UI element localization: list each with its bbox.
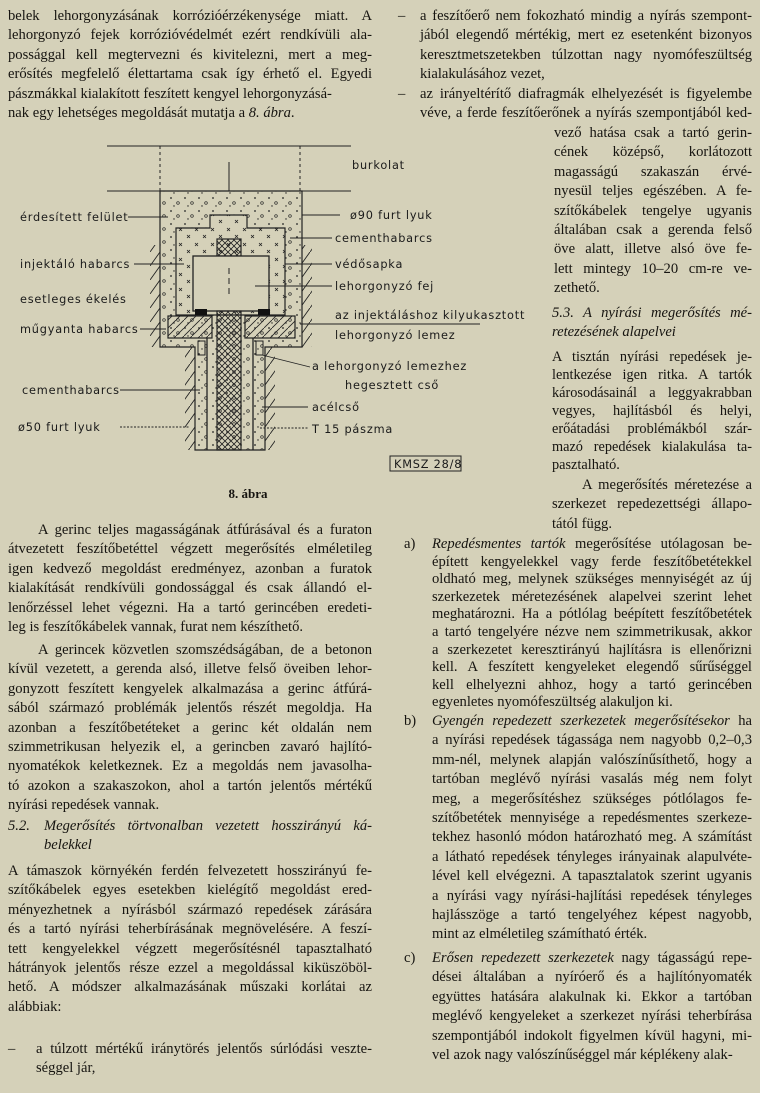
- wedge-right: [258, 309, 270, 315]
- text-line: nyesül teljes egészében. A fe-: [554, 183, 752, 200]
- text-line: lentkezése igen ritka. A tartók: [552, 367, 752, 383]
- text-line: meglévő kengyeleket a szerkezet nyírási teherbírása: [432, 1008, 752, 1025]
- text-line: tett kengyelekkel végzett megerősítésnél tapasztalható: [8, 940, 372, 957]
- text-line: Megerősítés törtvonalban vezetett hosszirányú ká-: [44, 818, 372, 834]
- text-line: a szerkezetet keresztirányú hajlításra is ellenőrizni: [432, 641, 752, 658]
- text-line: szerkezetek méretezésének alapelvei szerint lehet: [432, 588, 752, 605]
- text-line: tó azokon a szakaszokon, ahol a tartón jelentős mértékű: [8, 777, 372, 794]
- label-cementhabarcs-top: cementhabarcs: [335, 232, 433, 245]
- t15-strand: [217, 311, 241, 450]
- intro-paragraph: [8, 7, 372, 123]
- text-line: vező hatása csak a tartó gerin-: [554, 125, 752, 141]
- list-label: c): [404, 950, 416, 966]
- bullet-item-diaphragms: [398, 85, 752, 124]
- label-acelcso: acélcső: [312, 401, 360, 414]
- text-line: cének középső, korlátozott: [554, 144, 752, 161]
- text-line: [432, 949, 752, 968]
- label-lemezhez: a lehorgonyzó lemezhez: [312, 360, 468, 373]
- text-line: szimmetrikusan helyezik el, a gerincben zavaró hajlító-: [8, 738, 372, 755]
- text-line: nyírási repedések vannak.: [8, 797, 160, 814]
- list-item-lead: Gyengén repedezett szerkezetek megerősítésekor: [432, 713, 730, 729]
- text-line: A tisztán nyírási repedések je-: [552, 349, 752, 365]
- wedge-left: [195, 309, 207, 315]
- bullet-item-friction: [8, 1040, 372, 1079]
- text-line: mazó repedések kialakulása ta-: [552, 439, 752, 455]
- text-line: erősítés megfelelő élettartama csak így érhető el. Egyedi: [8, 66, 372, 83]
- text-line: [432, 712, 752, 731]
- text-line: meghatározni. Ha a pótlólag beépített feszítőbetétek: [432, 606, 752, 623]
- label-burkolat: burkolat: [352, 159, 405, 172]
- text-line: károsodásainál a leggyakrabban: [552, 385, 752, 401]
- list-item-b: [404, 712, 752, 945]
- text-line: A megerősítés méretezése a: [582, 477, 752, 493]
- text-line: lével kell elvégezni. A tapasztalatok szerint ugyanis: [432, 868, 752, 885]
- label-mugyanta-habarcs: műgyanta habarcs: [20, 323, 139, 336]
- label-vedosapka: védősapka: [335, 258, 404, 271]
- figure-8-anchorage-diagram: [0, 120, 526, 490]
- anchor-plate-right: [245, 316, 295, 338]
- label-cementhabarcs-bottom: cementhabarcs: [22, 384, 120, 397]
- paragraph-external-stirrups: [8, 641, 372, 816]
- figure-caption: 8. ábra: [228, 486, 268, 501]
- text-line: pasztalható.: [552, 457, 620, 473]
- text-line: oldható meg, melynek szükséges mennyiségét az új: [432, 571, 752, 588]
- list-label: a): [404, 536, 416, 552]
- text-line: A gerinc teljes magasságának átfúrásával és a furaton: [38, 522, 372, 538]
- bullet-marker: –: [398, 86, 406, 102]
- text-line: pászmákkal kialakított feszített kengyel lehorgonyzásá-: [8, 85, 332, 102]
- label-injektalo-habarcs: injektáló habarcs: [20, 258, 131, 271]
- list-label: b): [404, 713, 417, 729]
- protective-cap: [217, 239, 241, 256]
- text-line: tekhez hasonló módon határozható meg. A számítást: [432, 829, 752, 846]
- text-line: kialakulásához vezet,: [420, 66, 545, 83]
- text-line: [432, 536, 752, 554]
- paragraph-sizing-depends: [552, 476, 752, 534]
- text-fragment: nagy tágasságú repe-: [613, 950, 752, 966]
- text-line: kialakítását rendkívüli gondossággal és csak állandó el-: [8, 580, 372, 597]
- text-line: hető. A módszer alkalmazásának műszaki korlátai az: [8, 979, 372, 996]
- paragraph-through-drilling: [8, 521, 372, 637]
- text-line: A támaszok környékén ferdén felvezetett hosszirányú fe-: [8, 863, 372, 879]
- label-furt-lyuk-50: ø50 furt lyuk: [18, 421, 101, 434]
- text-line: retezésének alapelvei: [552, 324, 676, 341]
- text-line: szítőkábelek tengelye ugyanis: [554, 202, 752, 219]
- text-line: erőátadási problémákból szár-: [552, 421, 752, 437]
- text-fragment: nak egy lehetséges megoldását mutatja a: [8, 104, 249, 121]
- label-furt-lyuk-90: ø90 furt lyuk: [350, 209, 433, 222]
- text-line: öve alatt, illetve alsó öve fe-: [554, 241, 752, 258]
- text-line: épített kengyelekkel vagy ferde feszítőbetétekkel: [432, 553, 752, 570]
- text-line: a látható repedések tényleges irányainak alapulvéte-: [432, 848, 752, 865]
- text-line: magasságú szakaszán érvé-: [554, 163, 752, 180]
- list-item-c: [404, 949, 752, 1065]
- text-line: véve, a ferde feszítőerőnek a nyírás szempontjából ked-: [420, 105, 752, 122]
- list-item-lead: Erősen repedezett szerkezetek: [432, 950, 614, 966]
- bullet-item-diaphragms-continued: [554, 124, 752, 299]
- figure-reference: 8. ábra: [248, 104, 291, 121]
- text-line: szítőbetétek mennyisége a repedésmentes szerkeze-: [432, 809, 752, 826]
- text-fragment: megerősítése utólagosan be-: [565, 536, 752, 552]
- text-line: meg, a megerősítéshez szükséges pótlólagos fe-: [432, 790, 752, 807]
- text-line: kell elhelyezni ahhoz, hogy a tartó gerincében: [432, 676, 752, 693]
- text-line: szítőkábelek egyes esetekben kielégítő megoldást ered-: [8, 882, 372, 899]
- text-line: lett mintegy 10–20 cm-re ve-: [554, 260, 752, 277]
- text-line: együttes hatására alakulnak ki. Ekkor a tartóban: [432, 988, 752, 1005]
- list-item-lead: Repedésmentes tartók: [432, 536, 566, 552]
- text-line: dései általában a nyíróerő és a hajlítónyomaték: [432, 969, 752, 986]
- label-lehorgonyzo-fej: lehorgonyzó fej: [335, 280, 435, 293]
- text-line: vegyes, hajlításból és helyi,: [552, 403, 752, 419]
- text-line: gonyzott feszített kengyelek alkalmazása a gerinc átfúrá-: [8, 680, 372, 697]
- bullet-marker: –: [398, 8, 406, 24]
- text-line: azonban a feszítőbetéteket a gerinc két oldalán nem: [8, 719, 372, 736]
- text-line: zethető.: [554, 280, 600, 297]
- section-number: 5.2.: [8, 818, 30, 834]
- text-line: a túlzott mértékű iránytörés jelentős súrlódási veszte-: [36, 1041, 372, 1057]
- text-line: igen kedvező megoldást eredményez, azonban a furatok: [8, 560, 372, 577]
- text-line: mint az elméletileg számítható érték.: [432, 926, 648, 943]
- section-heading-5-3: [552, 304, 752, 343]
- pavement-layer: [107, 146, 351, 191]
- text-line: séggel jár,: [36, 1060, 96, 1077]
- text-line: a nyírási repedések tágassága nem nagyobb 0,2–0,3: [432, 732, 752, 749]
- text-line: possággal kell megtervezni és kivitelezni, mert a meg-: [8, 46, 372, 63]
- text-line: és a tartó nyírási teherbírásának megnövelésére. A feszí-: [8, 921, 372, 938]
- text-line: tától függ.: [552, 515, 612, 532]
- label-hegesztett-cso: hegesztett cső: [345, 379, 440, 392]
- list-item-a: [404, 536, 752, 712]
- text-line: hajlásszöge a tartó tengelyéhez képest nagyobb,: [432, 906, 752, 923]
- text-line: belek lehorgonyzásának korrózióérzékenysége miatt. A: [8, 8, 372, 24]
- section-heading-5-2: [8, 817, 372, 856]
- label-t15-paszma: T 15 pászma: [312, 423, 394, 436]
- text-line: az irányeltérítő diafragmák elhelyezését is figyelembe: [420, 86, 752, 102]
- label-esetleges-ekeles: esetleges ékelés: [20, 293, 127, 306]
- text-line: kívül vezetett, a gerenda alsó, illetve felső öveiben lehor-: [8, 661, 372, 678]
- text-line: lehorgonyzó fejek korrózióvédelmét ezért rendkívüli ala-: [8, 27, 372, 44]
- text-line: keresztmetszetekben túlzottan nagy nyomófeszültség: [420, 46, 752, 63]
- text-fragment: .: [290, 104, 295, 121]
- text-line: belekkel: [44, 837, 92, 854]
- text-line: ményezhetnek a nyírásból származó repedések zárására: [8, 901, 372, 918]
- text-line: leg is feszítőkábelek vannak, furat nem készíthető.: [8, 618, 304, 635]
- label-kilyukasztott: az injektáláshoz kilyukasztott: [335, 309, 526, 322]
- text-line: a tartó tengelyére nézve nem szimmetrikusak, akkor: [432, 623, 752, 640]
- text-line: a feszítőerő nem fokozható mindig a nyírás szempont-: [420, 8, 752, 24]
- text-line: átvezetett feszítőbetéttel végzett megerősítés elméletileg: [8, 541, 372, 558]
- text-line: szerkezet repedezettségi állapo-: [552, 496, 752, 513]
- text-line: nyomatékok keletkeznek. Ez a megoldás nem javasolha-: [8, 758, 372, 775]
- text-line: szempontjából indokolt figyelmen kívül hagyni, mi-: [432, 1027, 752, 1044]
- text-line: kell. A feszített kengyeleket elegendő sűrűséggel: [432, 659, 752, 676]
- bullet-marker: –: [8, 1041, 16, 1057]
- text-fragment: ha: [729, 713, 752, 729]
- text-line: vel azok nagy valószínűséggel már képlékeny alak-: [432, 1046, 733, 1063]
- text-line: sából származó problémák jelentős részét megoldja. Ha: [8, 700, 372, 717]
- text-line: tartóban meglévő nyírási vasalás még nem folyt: [432, 771, 752, 788]
- anchor-head: [193, 256, 269, 311]
- text-line: A gerincek közvetlen szomszédságában, de a betonon: [38, 642, 372, 658]
- text-line: lenőrzéssel lehet végezni. Ha a tartó gerincében eredeti-: [8, 599, 372, 616]
- paragraph-longitudinal-cables: [8, 862, 372, 1017]
- text-line: mm-nél, melynek alapján valószínűsíthető, hogy a: [432, 751, 752, 768]
- label-lehorgonyzo-lemez: lehorgonyzó lemez: [335, 329, 456, 342]
- figure-code: KMSZ 28/8: [394, 458, 463, 471]
- text-line: általában csak a gerenda felső: [554, 221, 752, 238]
- paragraph-pure-shear-cracks: [552, 348, 752, 474]
- label-erdesitett-felulet: érdesített felület: [20, 211, 129, 224]
- text-line: jából elegendő mértékig, mert ez esetenként bizonyos: [420, 27, 752, 44]
- text-line: a nyírási vagy nyírási-hajlítási repedések tényleges: [432, 887, 752, 904]
- bullet-item-prestress-force: [398, 7, 752, 85]
- text-line: egyenletes nyomófeszültség alakuljon ki.: [432, 694, 673, 711]
- text-line: alábbiak:: [8, 998, 62, 1015]
- text-line: hátrányok jelentős része ezzel a megoldással kiküszöböl-: [8, 959, 372, 976]
- anchor-plate-left: [168, 316, 212, 338]
- text-line: 5.3. A nyírási megerősítés mé-: [552, 305, 752, 321]
